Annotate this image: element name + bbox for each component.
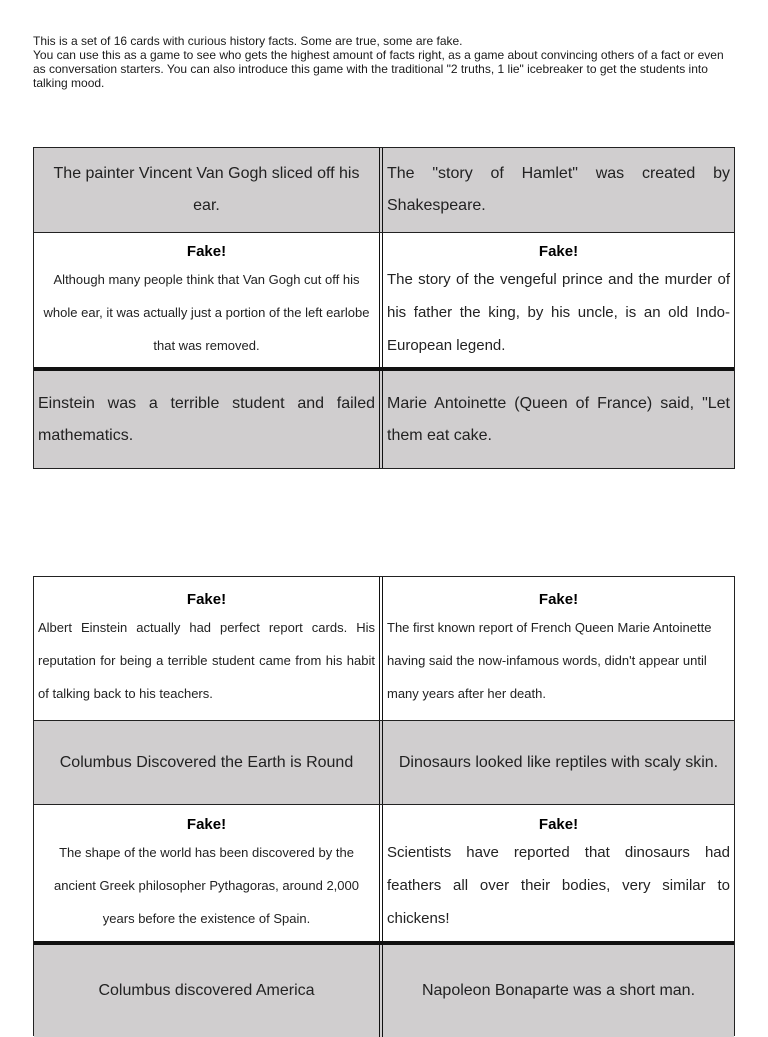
card-einstein-question [34,371,383,468]
question-row [34,721,734,805]
card-marie-antoinette-question [383,371,734,468]
card-van-gogh-question [34,148,383,232]
card-explanation: The shape of the world has been discovered by the ancient Greek philosopher Pythagoras, around 2,000 years before the existence of Spain. [54,844,359,926]
card-explanation: The first known report of French Queen Marie Antoinette having said the now-infamous words, didn't appear until many years after her death. [387,620,712,701]
card-verdict: Fake! [186,591,227,608]
card-question-text: The painter Vincent Van Gogh sliced off his ear. [53,165,360,214]
intro-text [33,34,739,90]
card-question-text: Columbus discovered America [98,982,315,999]
question-row [34,945,734,1037]
cards-table-2 [33,576,735,1036]
card-columbus-america-question [34,945,383,1037]
card-question-text: Marie Antoinette (Queen of France) said, "Let them eat cake. [387,394,730,444]
intro-line-1: This is a set of 16 cards with curious history facts. Some are true, some are fake. [33,34,463,48]
card-hamlet-question [383,148,734,232]
card-verdict: Fake! [186,242,227,260]
intro-line-2: You can use this as a game to see who gets the highest amount of facts right, as a game about convincing others of a fact or even as conversation starters. You can also introduce this game with the traditional "2 truths, 1 lie" icebreaker to get the students into talking mood. [33,48,724,90]
question-row [34,148,734,233]
card-question-text: The "story of Hamlet" was created by Shakespeare. [387,165,730,214]
card-van-gogh-answer [34,233,383,367]
card-verdict: Fake! [538,591,579,608]
card-question-text: Columbus Discovered the Earth is Round [59,753,354,771]
card-question-text: Dinosaurs looked like reptiles with scaly skin. [398,753,719,771]
card-explanation: The story of the vengeful prince and the murder of his father the king, by his uncle, is an old Indo-European legend. [387,270,730,354]
answer-row [34,233,734,371]
card-explanation: Albert Einstein actually had perfect report cards. His reputation for being a terrible student came from his habit of talking back to his teachers. [38,620,375,701]
card-marie-antoinette-answer [383,577,734,720]
cards-table-1 [33,147,735,469]
card-columbus-round-question [34,721,383,804]
card-verdict: Fake! [538,242,579,260]
card-napoleon-question [383,945,734,1037]
card-dinosaurs-question [383,721,734,804]
answer-row [34,577,734,721]
card-question-text: Einstein was a terrible student and failed mathematics. [38,394,375,444]
card-explanation: Although many people think that Van Gogh cut off his whole ear, it was actually just a portion of the left earlobe that was removed. [43,271,370,353]
card-dinosaurs-answer [383,805,734,941]
card-columbus-round-answer [34,805,383,941]
question-row [34,371,734,468]
card-einstein-answer [34,577,383,720]
card-hamlet-answer [383,233,734,367]
card-explanation: Scientists have reported that dinosaurs had feathers all over their bodies, very similar to chickens! [387,843,730,927]
card-verdict: Fake! [538,815,579,833]
card-verdict: Fake! [186,815,227,833]
card-question-text: Napoleon Bonaparte was a short man. [421,982,696,999]
answer-row [34,805,734,945]
